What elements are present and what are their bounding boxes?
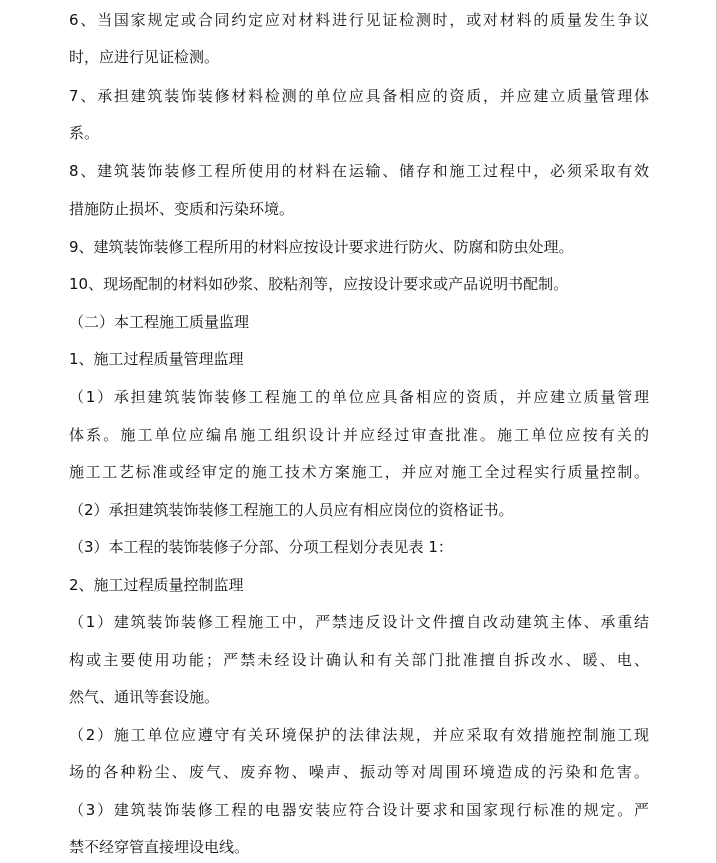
subsection-heading-2: 2、施工过程质量控制监理 — [69, 576, 244, 594]
paragraph-7-line-1: 7、承担建筑装饰装修材料检测的单位应具备相应的资质，并应建立质量管理体 — [69, 87, 649, 105]
item-2-3-line-1: （3）建筑装饰装修工程的电器安装应符合设计要求和国家现行标准的规定。严 — [69, 801, 649, 819]
item-1-1-line-3: 施工工艺标准或经审定的施工技术方案施工，并应对施工全过程实行质量控制。 — [69, 463, 649, 481]
section-heading-2: （二）本工程施工质量监理 — [69, 313, 250, 331]
item-1-2: （2）承担建筑装饰装修工程施工的人员应有相应岗位的资格证书。 — [69, 501, 514, 519]
item-2-2-line-1: （2）施工单位应遵守有关环境保护的法律法规，并应采取有效措施控制施工现 — [69, 726, 649, 744]
item-2-1-line-3: 然气、通讯等套设施。 — [69, 688, 220, 706]
item-2-3-line-2: 禁不经穿管直接埋设电线。 — [69, 838, 250, 856]
paragraph-7-line-2: 系。 — [69, 124, 100, 142]
paragraph-8-line-2: 措施防止损坏、变质和污染环境。 — [69, 200, 295, 218]
subsection-heading-1: 1、施工过程质量管理监理 — [69, 350, 244, 368]
item-1-3: （3）本工程的装饰装修子分部、分项工程划分表见表 1： — [69, 538, 453, 556]
paragraph-6-line-2: 时，应进行见证检测。 — [69, 48, 220, 66]
item-2-1-line-2: 构或主要使用功能；严禁未经设计确认和有关部门批准擅自拆改水、暖、电、 — [69, 651, 649, 669]
paragraph-9: 9、建筑装饰装修工程所用的材料应按设计要求进行防火、防腐和防虫处理。 — [69, 238, 574, 256]
item-1-1-line-2: 体系。施工单位应编帛施工组织设计并应经过审查批准。施工单位应按有关的 — [69, 426, 649, 444]
paragraph-10: 10、现场配制的材料如砂浆、胶粘剂等，应按设计要求或产品说明书配制。 — [69, 275, 569, 293]
item-1-1-line-1: （1）承担建筑装饰装修工程施工的单位应具备相应的资质，并应建立质量管理 — [69, 388, 649, 406]
paragraph-8-line-1: 8、建筑装饰装修工程所使用的材料在运输、储存和施工过程中，必须采取有效 — [69, 162, 649, 180]
item-2-2-line-2: 场的各种粉尘、废气、废弃物、噪声、振动等对周围环境造成的污染和危害。 — [69, 763, 649, 781]
paragraph-6-line-1: 6、当国家规定或合同约定应对材料进行见证检测时，或对材料的质量发生争议 — [69, 11, 649, 29]
item-2-1-line-1: （1）建筑装饰装修工程施工中，严禁违反设计文件擅自改动建筑主体、承重结 — [69, 613, 649, 631]
